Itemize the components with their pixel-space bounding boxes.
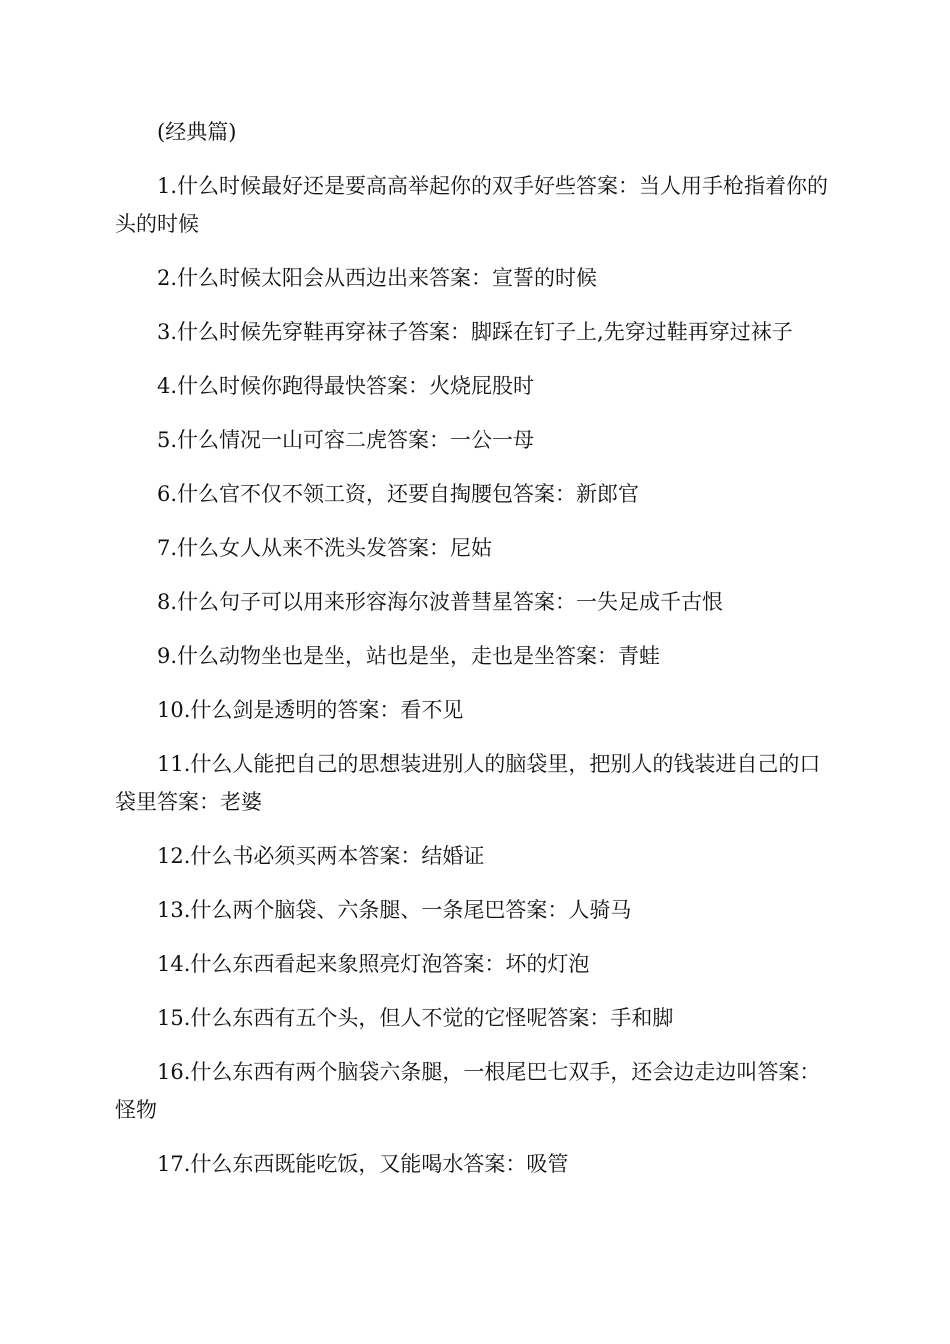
list-item: 11.什么人能把自己的思想装进别人的脑袋里，把别人的钱装进自己的口袋里答案：老婆 <box>115 752 821 814</box>
list-item: 10.什么剑是透明的答案：看不见 <box>157 698 464 722</box>
list-item: 14.什么东西看起来象照亮灯泡答案：坏的灯泡 <box>157 952 590 976</box>
list-item: 15.什么东西有五个头，但人不觉的它怪呢答案：手和脚 <box>157 1006 674 1030</box>
list-item: 12.什么书必须买两本答案：结婚证 <box>157 844 485 868</box>
list-item: 2.什么时候太阳会从西边出来答案：宣誓的时候 <box>157 266 598 290</box>
document-body <box>115 113 835 1199</box>
section-heading: (经典篇) <box>157 120 237 144</box>
list-item: 9.什么动物坐也是坐，站也是坐，走也是坐答案：青蛙 <box>157 644 661 668</box>
list-item: 5.什么情况一山可容二虎答案：一公一母 <box>157 428 535 452</box>
list-item: 1.什么时候最好还是要高高举起你的双手好些答案：当人用手枪指着你的头的时候 <box>115 174 829 236</box>
list-item: 16.什么东西有两个脑袋六条腿，一根尾巴七双手，还会边走边叫答案：怪物 <box>115 1060 821 1122</box>
list-item: 17.什么东西既能吃饭，又能喝水答案：吸管 <box>157 1152 569 1176</box>
list-item: 8.什么句子可以用来形容海尔波普彗星答案：一失足成千古恨 <box>157 590 724 614</box>
list-item: 13.什么两个脑袋、六条腿、一条尾巴答案：人骑马 <box>157 898 632 922</box>
list-item: 6.什么官不仅不领工资，还要自掏腰包答案：新郎官 <box>157 482 640 506</box>
list-item: 4.什么时候你跑得最快答案：火烧屁股时 <box>157 374 535 398</box>
list-item: 7.什么女人从来不洗头发答案：尼姑 <box>157 536 493 560</box>
list-item: 3.什么时候先穿鞋再穿袜子答案：脚踩在钉子上,先穿过鞋再穿过袜子 <box>157 320 793 344</box>
